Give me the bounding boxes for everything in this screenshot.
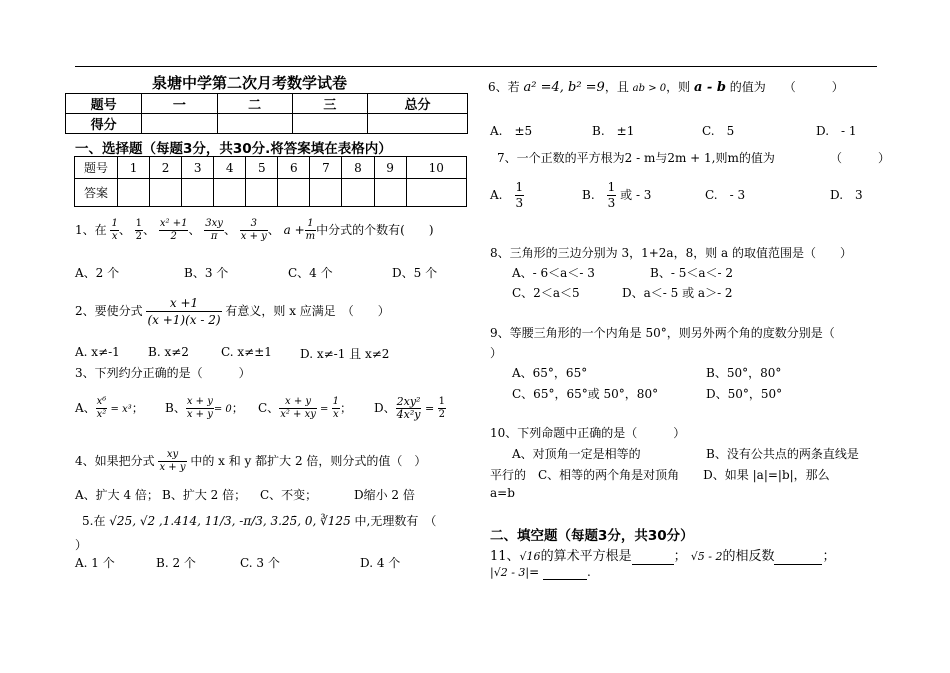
q9-option-c[interactable]: C、65°，65°或 50°，80°	[512, 387, 659, 401]
q5-option-c[interactable]: C. 3 个	[240, 556, 280, 570]
q1-frac2: $\frac{1}{2}$	[135, 218, 143, 242]
score-cell[interactable]	[292, 114, 367, 134]
answer-cell[interactable]	[150, 179, 182, 207]
q11-stem: 11、√16的算术平方根是 ； √5 - 2的相反数 ；	[490, 549, 836, 564]
score-cell[interactable]	[368, 114, 468, 134]
answer-number: 1	[118, 157, 150, 179]
q8-option-d[interactable]: D、a＜- 5 或 a＞- 2	[622, 286, 733, 300]
top-rule	[75, 66, 877, 67]
answer-number: 5	[246, 157, 278, 179]
q3-option-b[interactable]: B、 $\frac{x + y}{x + y}$ = 0；	[165, 396, 244, 420]
q5-numbers: √25, √2 ,1.414, 11/3, -π/3, 3.2̇5̇, 0, ∛125	[109, 514, 351, 528]
q6-option-b[interactable]: B. ±1	[592, 124, 635, 138]
score-header: 三	[292, 94, 367, 114]
q1-frac1: $\frac{1}{x}$	[111, 218, 118, 242]
q2-option-c[interactable]: C. x≠±1	[221, 345, 272, 359]
q9-close: ）	[490, 346, 503, 360]
answer-number: 6	[278, 157, 310, 179]
score-header: 总分	[368, 94, 468, 114]
q6-option-a[interactable]: A. ±5	[490, 124, 533, 138]
q4-option-a[interactable]: A、扩大 4 倍；	[75, 488, 159, 502]
q3-option-a[interactable]: A、 $\frac{\text{x⁶}}{\text{x²}}$ = x³；	[75, 396, 144, 420]
q1-stem: 1、在 $\frac{1}{x}$ 、 $\frac{1}{2}$ 、 $\frac{\text{x² +1}}{2}$ 、 $\frac{3xy}{\pi}$ 、 $\frac{3}{x + y}$ 、 a + $\frac{1}{m}$ 中分式的个数有( )	[75, 218, 434, 242]
q1-option-a[interactable]: A、2 个	[75, 266, 120, 280]
q1-mid: 中分式的个数有( )	[316, 223, 434, 237]
q10-line2[interactable]: 平行的 C、相等的两个角是对顶角 D、如果 |a|=|b|，那么	[490, 468, 830, 482]
q4-stem	[75, 449, 426, 474]
q11-sqrt5: √5 - 2	[690, 550, 723, 563]
score-cell[interactable]	[217, 114, 292, 134]
answer-number: 7	[310, 157, 342, 179]
q2-fraction: $\frac{x +1}{(x +1)(x - 2)}$	[147, 296, 221, 327]
q8-option-a[interactable]: A、- 6＜a＜- 3	[512, 266, 595, 280]
q1-prefix: 1、在	[75, 223, 107, 237]
q7-option-a[interactable]: A. $\frac{1}{3}$	[490, 180, 524, 210]
q4-mid: 中的 x 和 y 都扩大 2 倍，则分式的值（ ）	[190, 454, 427, 468]
q5-option-a[interactable]: A. 1 个	[75, 556, 115, 570]
score-header: 题号	[66, 94, 142, 114]
answer-cell[interactable]	[246, 179, 278, 207]
q11-blank-3[interactable]	[543, 565, 587, 580]
q1-a-plus: a +	[283, 223, 305, 237]
q2-prefix: 2、要使分式	[75, 304, 143, 318]
q4-prefix: 4、如果把分式	[75, 454, 155, 468]
q11-blank-2[interactable]	[774, 549, 822, 565]
answer-cell[interactable]	[406, 179, 466, 207]
score-cell[interactable]	[142, 114, 217, 134]
answer-cell[interactable]	[342, 179, 374, 207]
q3-option-d[interactable]: D、 $\frac{\text{2xy²}}{\text{4x²y}}$ = $\frac{1}{2}$	[374, 395, 446, 421]
answer-number: 9	[374, 157, 406, 179]
q7-option-d[interactable]: D. 3	[830, 188, 863, 202]
q6-stem: 6、若 a² =4, b² =9，且 ab > 0，则 a - b 的值为 （ ）	[488, 80, 844, 95]
q4-option-d[interactable]: D缩小 2 倍	[354, 488, 415, 502]
q1-frac4: $\frac{3xy}{\pi}$	[205, 218, 223, 242]
q7-stem: 7、一个正数的平方根为2 - m与2m + 1,则m的值为	[497, 151, 775, 165]
score-table	[65, 93, 468, 134]
answer-number: 8	[342, 157, 374, 179]
q10-line3: a=b	[490, 486, 515, 500]
q5-prefix: 5.在	[82, 514, 106, 528]
q4-option-b[interactable]: B、扩大 2 倍；	[162, 488, 247, 502]
q5-close: ）	[75, 538, 88, 552]
q6-prefix: 6、若	[488, 80, 520, 94]
answer-cell[interactable]	[374, 179, 406, 207]
answer-number: 4	[214, 157, 246, 179]
answer-cell[interactable]	[182, 179, 214, 207]
q10-option-b[interactable]: B、没有公共点的两条直线是	[706, 447, 859, 461]
q11-line2: |√2 - 3|= .	[490, 565, 591, 579]
q8-option-b[interactable]: B、- 5＜a＜- 2	[650, 266, 733, 280]
q1-frac5: $\frac{3}{x + y}$	[240, 218, 267, 242]
q7-option-c[interactable]: C. - 3	[705, 188, 746, 202]
q5-option-d[interactable]: D. 4 个	[360, 556, 401, 570]
answer-cell[interactable]	[310, 179, 342, 207]
q3-option-c[interactable]: C、 $\frac{x + y}{\text{x² + xy}}$ = $\frac{1}{x}$ ；	[258, 396, 353, 420]
q1-frac6: $\frac{1}{m}$	[305, 218, 316, 242]
q4-option-c[interactable]: C、不变；	[260, 488, 318, 502]
q1-option-b[interactable]: B、3 个	[184, 266, 229, 280]
q11-blank-1[interactable]	[632, 549, 674, 565]
q4-fraction: $\frac{xy}{x + y}$	[159, 449, 186, 473]
q5-option-b[interactable]: B. 2 个	[156, 556, 196, 570]
q11-sqrt16: √16	[519, 550, 541, 563]
q8-stem: 8、三角形的三边分别为 3，1+2a，8，则 a 的取值范围是（ ）	[490, 246, 852, 260]
q2-mid: 有意义，则 x 应满足 （ ）	[225, 304, 390, 318]
q2-option-b[interactable]: B. x≠2	[148, 345, 189, 359]
answer-number: 10	[406, 157, 466, 179]
q1-option-d[interactable]: D、5 个	[392, 266, 438, 280]
q1-option-c[interactable]: C、4 个	[288, 266, 333, 280]
answer-table	[74, 156, 467, 207]
q2-option-d[interactable]: D. x≠-1 且 x≠2	[300, 347, 390, 361]
q6-expression: a - b	[693, 80, 726, 95]
q7-option-b[interactable]: B. $\frac{1}{3}$ 或 - 3	[582, 180, 652, 210]
score-label: 得分	[66, 114, 142, 134]
answer-cell[interactable]	[118, 179, 150, 207]
q3-stem: 3、下列约分正确的是（ ）	[75, 366, 251, 380]
answer-row-label: 答案	[75, 179, 118, 207]
q9-option-a[interactable]: A、65°，65°	[512, 366, 588, 380]
q5-mid: 中,无理数有 （	[354, 514, 437, 528]
q1-frac3: $\frac{\text{x² +1}}{2}$	[159, 218, 188, 242]
q6-condition: a² =4, b² =9	[523, 80, 605, 95]
q6-option-d[interactable]: D. - 1	[816, 124, 857, 138]
q6-option-c[interactable]: C. 5	[702, 124, 735, 138]
answer-cell[interactable]	[214, 179, 246, 207]
section1-heading: 一、选择题（每题3分，共30分.将答案填在表格内）	[75, 141, 392, 157]
answer-number: 2	[150, 157, 182, 179]
q9-option-b[interactable]: B、50°，80°	[706, 366, 782, 380]
answer-row-label: 题号	[75, 157, 118, 179]
answer-number: 3	[182, 157, 214, 179]
q11-abs: |√2 - 3|	[490, 566, 530, 579]
q2-stem	[75, 295, 390, 328]
q9-option-d[interactable]: D、50°，50°	[706, 387, 783, 401]
q10-option-a[interactable]: A、对顶角一定是相等的	[512, 447, 641, 461]
q6-condition2: ab > 0	[632, 83, 667, 94]
q9-stem: 9、等腰三角形的一个内角是 50°，则另外两个角的度数分别是（	[490, 326, 835, 340]
answer-cell[interactable]	[278, 179, 310, 207]
q2-option-a[interactable]: A. x≠-1	[75, 345, 120, 359]
q8-option-c[interactable]: C、2＜a＜5	[512, 286, 580, 300]
score-header: 一	[142, 94, 217, 114]
score-header: 二	[217, 94, 292, 114]
q7-paren: （ ）	[830, 151, 891, 165]
exam-title: 泉塘中学第二次月考数学试卷	[152, 74, 348, 92]
q5-stem	[82, 512, 436, 529]
q6-suffix: 的值为 （ ）	[729, 80, 844, 94]
q10-stem: 10、下列命题中正确的是（ ）	[490, 426, 686, 440]
section2-heading: 二、填空题（每题3分，共30分）	[490, 528, 694, 544]
